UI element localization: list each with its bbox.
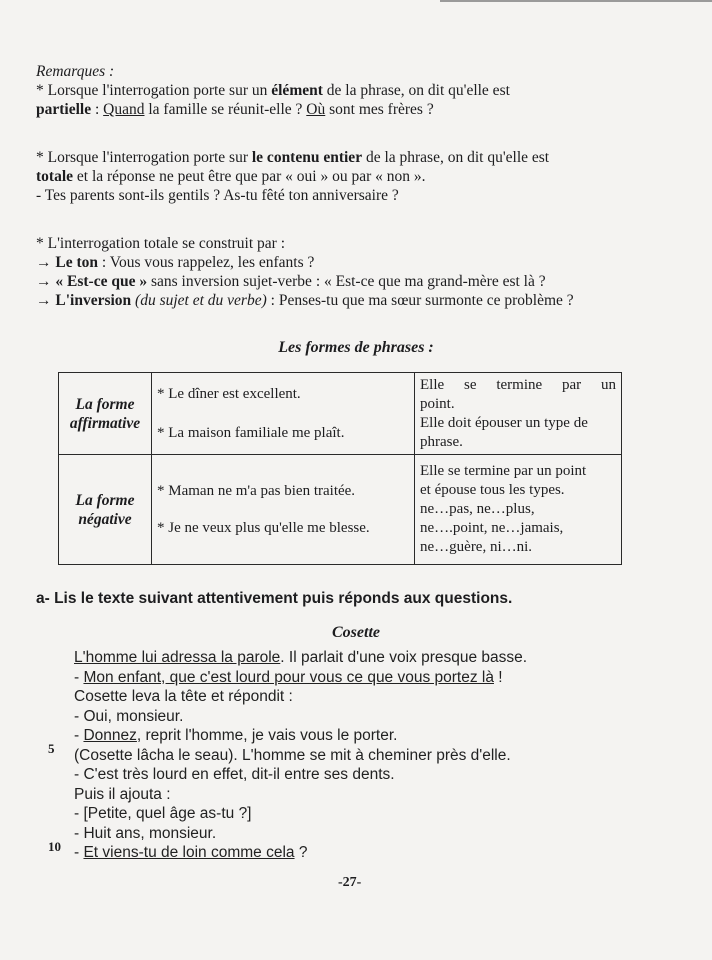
negative-rule-4: ne….point, ne…jamais,	[420, 520, 564, 536]
affirmative-examples-cell	[152, 373, 415, 455]
remark-3-section	[36, 234, 672, 310]
remark-1-colon: :	[91, 101, 104, 118]
negative-rule-2: et épouse tous les types.	[420, 482, 565, 498]
story-line-7: - C'est très lourd en effet, dit-il entre ses dents.	[74, 766, 395, 783]
story-line-9: - [Petite, quel âge as-tu ?]	[74, 805, 252, 822]
story-line-8: Puis il ajouta :	[74, 785, 171, 803]
story-line-4: - Oui, monsieur.	[74, 707, 184, 725]
remark-3-est-ce-que-rest: sans inversion sujet-verbe : « Est-ce que ma grand-mère est là ?	[147, 273, 546, 290]
table-row-affirmative	[59, 373, 622, 455]
remark-3-inversion-italic: (du sujet et du verbe)	[131, 292, 267, 309]
remark-1-underlined-quand: Quand	[103, 101, 145, 118]
arrow-icon: →	[36, 292, 56, 309]
negative-example-1: * Maman ne m'a pas bien traitée.	[157, 482, 356, 499]
remarks-section	[36, 62, 672, 119]
remark-1-text-c: de la phrase, on dit qu'elle est	[322, 82, 510, 99]
affirmative-label-2: affirmative	[69, 414, 141, 432]
page-number: -27-	[338, 875, 362, 890]
remark-3-est-ce-que	[36, 272, 672, 291]
negative-rule-1: Elle se termine par un point	[420, 463, 587, 479]
remark-1-line-2	[36, 100, 672, 119]
remark-1-line-1	[36, 81, 672, 100]
story-line-11	[74, 843, 634, 863]
story-line-1	[74, 648, 634, 668]
negative-example-2: * Je ne veux plus qu'elle me blesse.	[157, 519, 370, 536]
story-line-5-underlined: Donnez	[83, 727, 137, 744]
remark-3-inversion-bold: L'inversion	[55, 292, 132, 309]
remark-1-bold-element: élément	[271, 82, 323, 99]
remark-2-bold-contenu: le contenu entier	[251, 149, 363, 166]
remark-3-est-ce-que-bold: « Est-ce que »	[55, 273, 148, 290]
remark-2-text-a: * Lorsque l'interrogation porte sur	[36, 149, 252, 166]
forms-title: Les formes de phrases :	[278, 339, 434, 356]
line-number-5: 5	[48, 741, 55, 756]
question-heading: a- Lis le texte suivant attentivement puis réponds aux questions.	[36, 590, 513, 607]
affirmative-label-1: La forme	[75, 395, 135, 413]
remark-3-intro: * L'interrogation totale se construit par :	[36, 235, 285, 252]
remark-2-text-c: de la phrase, on dit qu'elle est	[362, 149, 550, 166]
remark-3-inversion-rest: : Penses-tu que ma sœur surmonte ce problème ?	[266, 292, 574, 309]
affirmative-rule-3: Elle doit épouser un type de	[420, 414, 588, 431]
story-line-2	[74, 668, 634, 688]
remark-1-bold-partielle: partielle	[36, 101, 92, 118]
page-top-rule	[440, 0, 712, 2]
negative-examples-cell	[152, 455, 415, 565]
remark-1-text-g: la famille se réunit-elle ?	[144, 101, 307, 118]
affirmative-example-2: * La maison familiale me plaît.	[157, 424, 345, 441]
story-line-11-underlined: Et viens-tu de loin comme cela	[83, 844, 295, 861]
negative-label-1: La forme	[75, 491, 135, 509]
story-line-6: (Cosette lâcha le seau). L'homme se mit à cheminer près d'elle.	[74, 746, 511, 764]
story-line-2-underlined: Mon enfant, que c'est lourd pour vous ce que vous portez là	[83, 668, 494, 686]
story-line-10: - Huit ans, monsieur.	[74, 824, 217, 842]
remark-1-text-a: * Lorsque l'interrogation porte sur un	[36, 82, 272, 99]
negative-rule-cell	[415, 455, 622, 565]
dash: -	[74, 844, 84, 861]
remarks-title: Remarques :	[36, 63, 115, 80]
story-line-5-rest: , reprit l'homme, je vais vous le porter.	[136, 727, 398, 744]
story-line-1-rest: . Il parlait d'une voix presque basse.	[280, 649, 528, 666]
affirmative-label-cell	[59, 373, 152, 455]
affirmative-rule-1: Elle se termine par un	[420, 376, 616, 393]
dash: -	[74, 668, 84, 686]
remark-1-text-i: sont mes frères ?	[325, 101, 434, 118]
story-title: Cosette	[332, 624, 380, 641]
table-row-negative	[59, 455, 622, 565]
story-line-2-rest: !	[493, 668, 503, 686]
remark-2-line-2	[36, 167, 672, 186]
dash: -	[74, 727, 84, 744]
affirmative-rule-4: phrase.	[420, 433, 463, 450]
remark-3-ton-rest: : Vous vous rappelez, les enfants ?	[98, 254, 315, 271]
arrow-icon: →	[36, 273, 56, 290]
story-line-3: Cosette leva la tête et répondit :	[74, 688, 293, 705]
negative-rule-3: ne…pas, ne…plus,	[420, 501, 535, 517]
remark-2-bold-totale: totale	[36, 168, 74, 185]
remark-3-ton	[36, 253, 672, 272]
negative-rule-5: ne…guère, ni…ni.	[420, 539, 533, 555]
affirmative-rule-2: point.	[420, 395, 455, 412]
negative-label-cell	[59, 455, 152, 565]
story-line-11-rest: ?	[294, 844, 308, 861]
remark-2-text-e: et la réponse ne peut être que par « oui » ou par « non ».	[73, 168, 426, 185]
remark-2-line-1	[36, 148, 672, 167]
forms-table	[58, 372, 622, 565]
line-number-10: 10	[48, 839, 61, 854]
remark-3-inversion	[36, 291, 672, 310]
affirmative-example-1: * Le dîner est excellent.	[157, 385, 301, 402]
remark-2-example: - Tes parents sont-ils gentils ? As-tu fêté ton anniversaire ?	[36, 187, 399, 204]
remark-2-section	[36, 148, 672, 205]
story-text	[74, 648, 634, 863]
story-line-1-underlined: L'homme lui adressa la parole	[74, 649, 281, 666]
remark-1-underlined-ou: Où	[306, 101, 326, 118]
story-line-5	[74, 726, 634, 746]
negative-label-2: négative	[78, 510, 132, 528]
affirmative-rule-cell	[415, 373, 622, 455]
remark-3-ton-bold: Le ton	[55, 254, 98, 271]
arrow-icon: →	[36, 254, 56, 271]
